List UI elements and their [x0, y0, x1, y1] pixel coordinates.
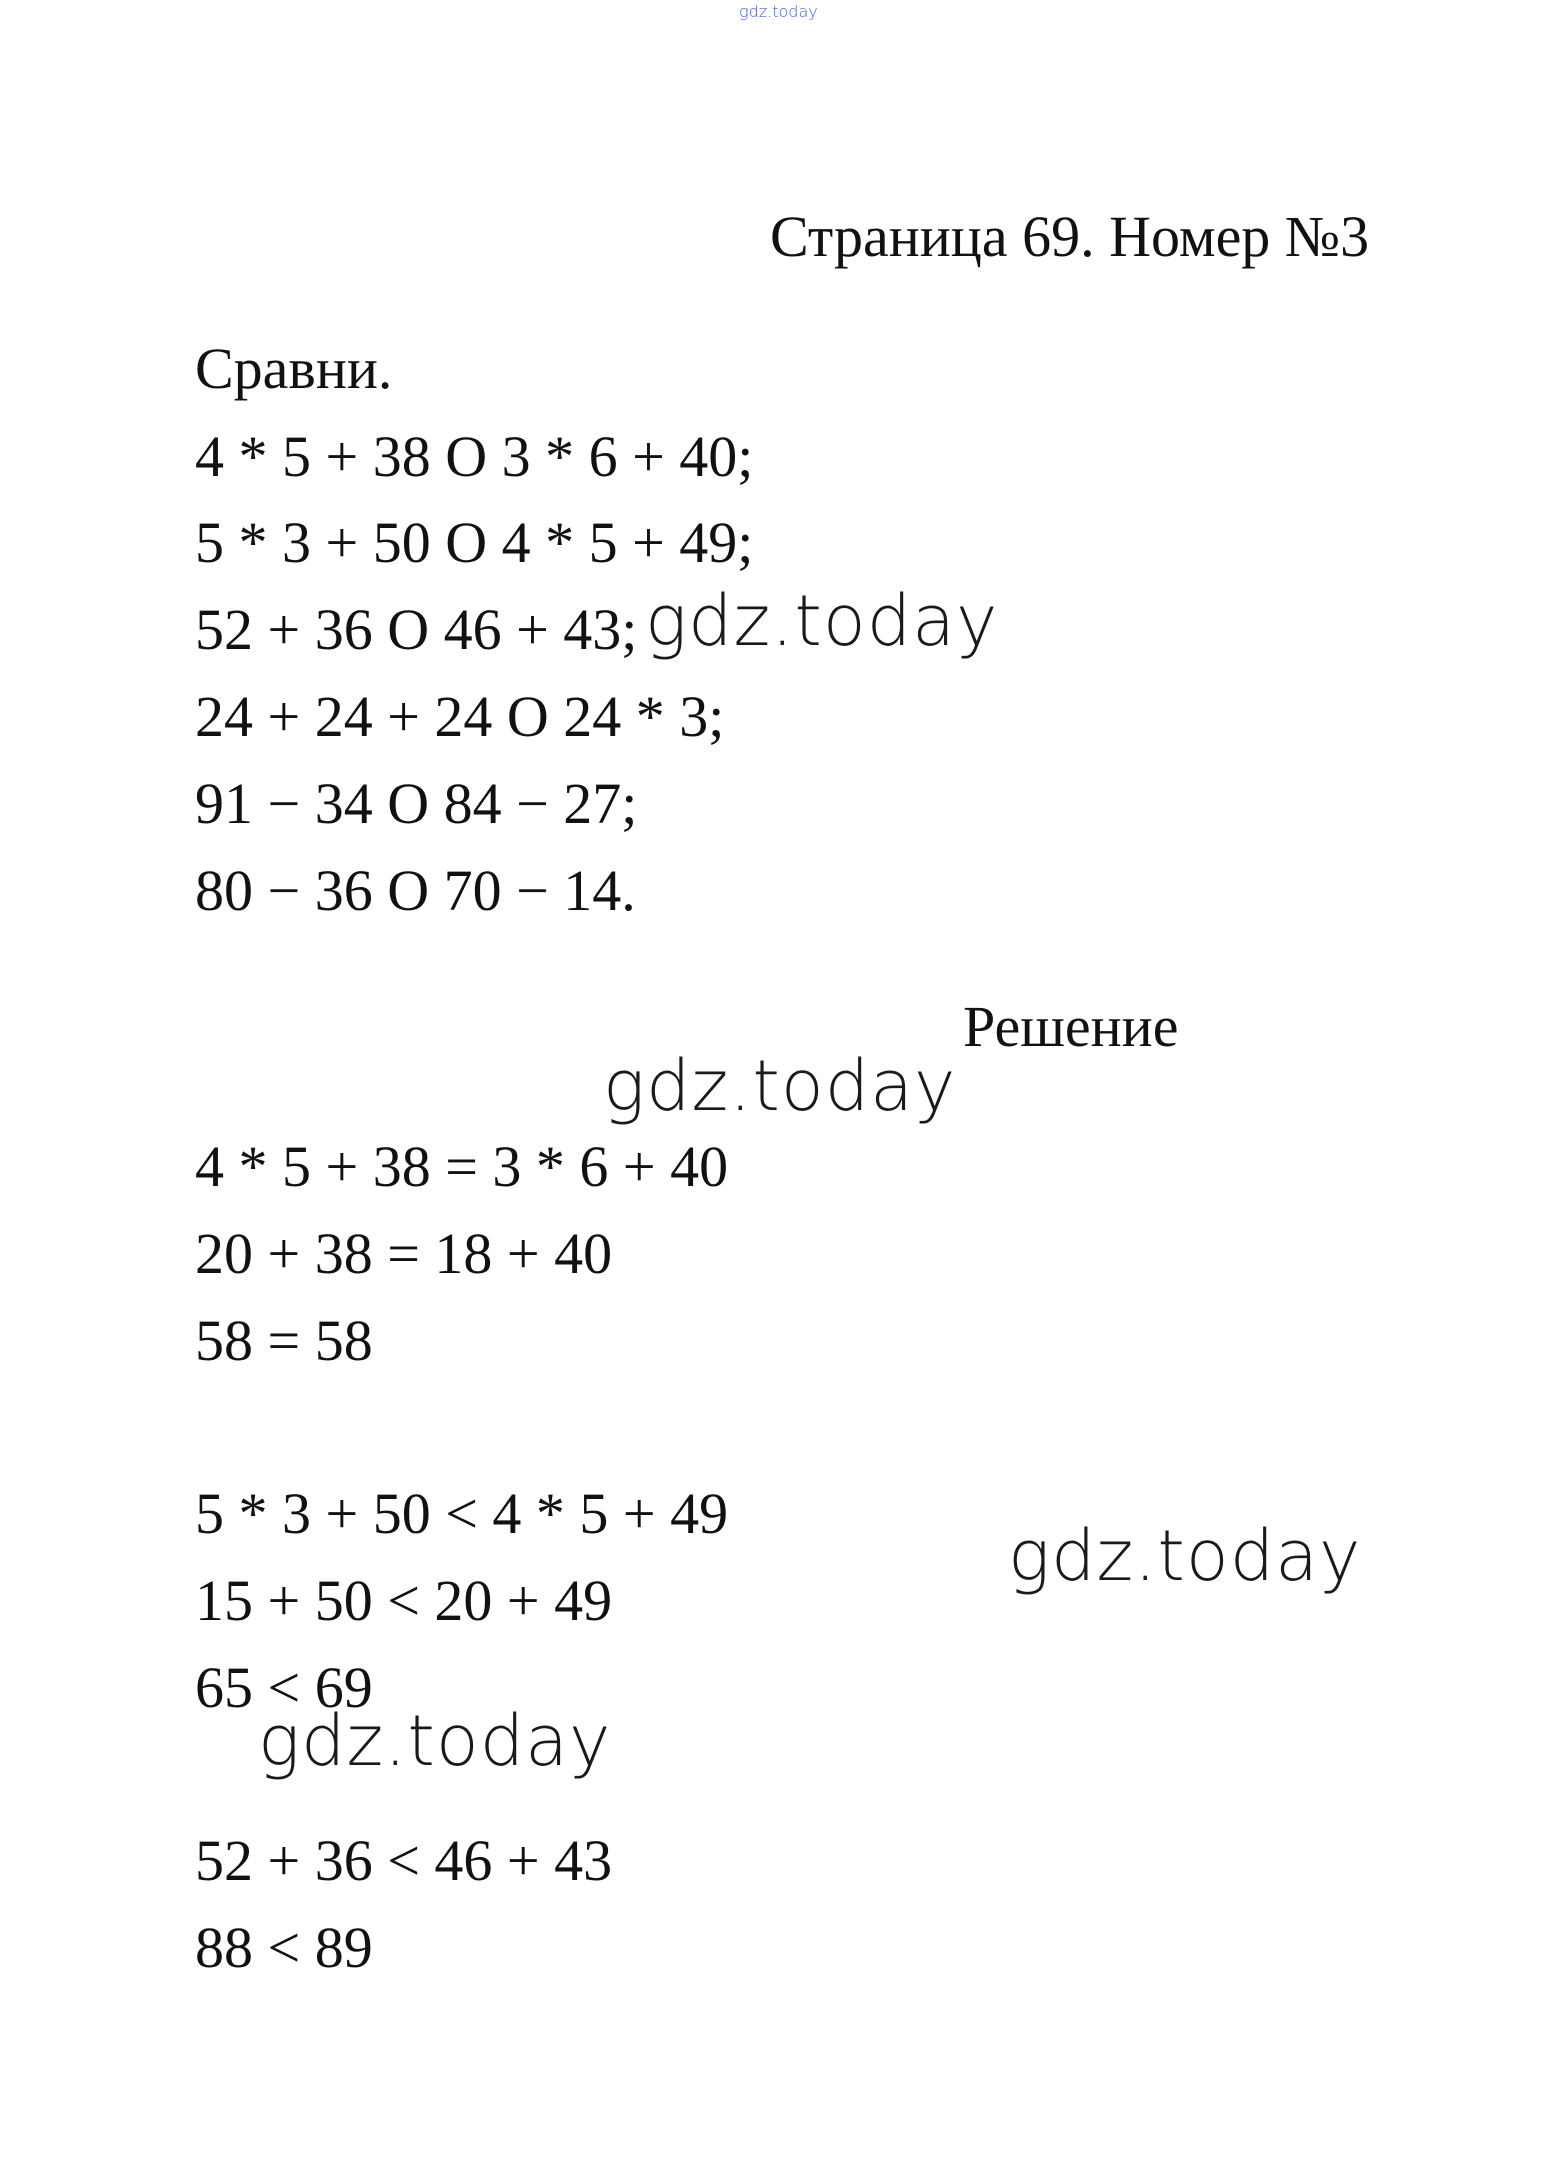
task-line: 80 − 36 О 70 − 14. — [195, 858, 636, 923]
solution-line: 15 + 50 < 20 + 49 — [195, 1568, 613, 1633]
watermark: gdz.today — [603, 1045, 957, 1127]
solution-line: 20 + 38 = 18 + 40 — [195, 1221, 613, 1286]
task-line: 24 + 24 + 24 О 24 * 3; — [195, 684, 725, 749]
solution-line: 58 = 58 — [195, 1308, 373, 1373]
solution-heading: Решение — [963, 994, 1179, 1059]
task-line: 5 * 3 + 50 О 4 * 5 + 49; — [195, 510, 754, 575]
top-watermark: gdz.today — [739, 2, 818, 21]
task-instruction: Сравни. — [195, 336, 393, 401]
page-title: Страница 69. Номер №3 — [770, 204, 1370, 269]
solution-line: 88 < 89 — [195, 1915, 373, 1980]
solution-line: 4 * 5 + 38 = 3 * 6 + 40 — [195, 1134, 729, 1199]
watermark: gdz.today — [645, 580, 999, 662]
task-line: 52 + 36 О 46 + 43; — [195, 597, 638, 662]
solution-line: 5 * 3 + 50 < 4 * 5 + 49 — [195, 1481, 729, 1546]
task-line: 4 * 5 + 38 О 3 * 6 + 40; — [195, 424, 754, 489]
watermark: gdz.today — [1008, 1515, 1362, 1597]
solution-line: 52 + 36 < 46 + 43 — [195, 1828, 613, 1893]
watermark: gdz.today — [258, 1700, 612, 1782]
task-line: 91 − 34 О 84 − 27; — [195, 771, 638, 836]
solution-line: 65 < 69 — [195, 1655, 373, 1720]
